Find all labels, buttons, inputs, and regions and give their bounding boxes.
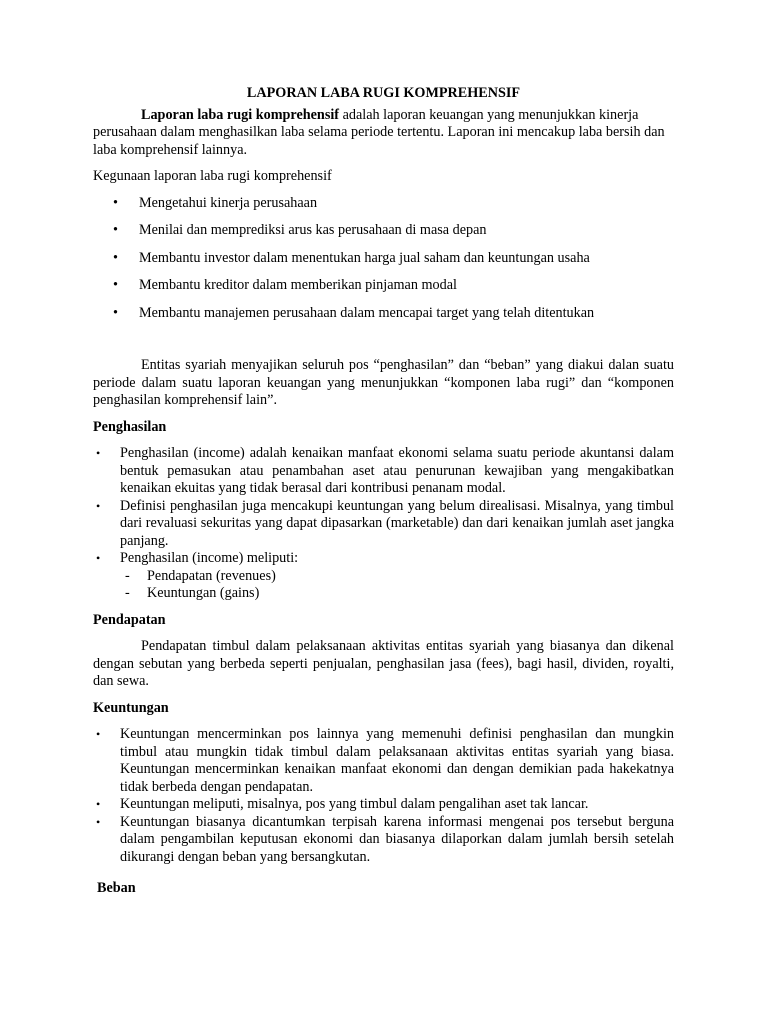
sublist-item — [120, 585, 674, 603]
penghasilan-list — [93, 445, 674, 603]
list-item-text: Keuntungan biasanya dicantumkan terpisah karena informasi mengenai pos tersebut berguna dalam pengambilan keputusan ekonomi dan biasanya dilaporkan dalam jumlah bersih setelah dikurangi dengan beban yang bersangkutan. — [120, 813, 674, 865]
list-item-text: Keuntungan mencerminkan pos lainnya yang memenuhi definisi penghasilan dan mungkin timbul atau mungkin tidak timbul dalam pelaksanaan aktivitas entitas syariah yang biasa. Keuntungan mencerminkan kenaikan manfaat ekonomi dan dengan demikian pada hakekatnya tidak berbeda dengan pendapatan. — [120, 726, 674, 795]
list-item — [93, 814, 674, 867]
list-item-text: Mengetahui kinerja perusahaan — [139, 194, 318, 211]
beban-heading: Beban — [97, 880, 136, 896]
pendapatan-heading: Pendapatan — [93, 611, 166, 628]
list-item-text: Keuntungan meliputi, misalnya, pos yang timbul dalam pengalihan aset tak lancar. — [120, 796, 589, 812]
list-item-text: Penghasilan (income) adalah kenaikan manfaat ekonomi selama suatu periode akuntansi dalam bentuk pemasukan atau penambahan aset atau penurunan kewajiban yang mengakibatkan kenaikan ekuitas yang tidak berasal dari kontribusi penanam modal. — [120, 445, 674, 496]
intro-paragraph — [93, 107, 674, 160]
entitas-paragraph: Entitas syariah menyajikan seluruh pos “penghasilan” dan “beban” yang diakui dalan suatu periode dalam suatu laporan keuangan yang menunjukkan “komponen laba rugi” dan “komponen penghasilan komprehensif lain”. — [93, 357, 674, 408]
list-item-text: Membantu kreditor dalam memberikan pinjaman modal — [139, 277, 457, 293]
document-content — [93, 85, 674, 898]
bullet-icon: • — [113, 304, 118, 321]
bullet-icon: • — [96, 814, 101, 829]
list-item — [93, 726, 674, 796]
bullet-icon: • — [113, 249, 118, 266]
keuntungan-list — [93, 726, 674, 866]
dash-icon: - — [125, 567, 130, 584]
pendapatan-paragraph: Pendapatan timbul dalam pelaksanaan aktivitas entitas syariah yang biasanya dan dikenal dengan sebutan yang berbeda seperti penjualan, penghasilan jasa (fees), bagi hasil, dividen, royalti, dan sewa. — [93, 638, 674, 689]
list-item — [93, 498, 674, 551]
bullet-icon: • — [96, 797, 101, 811]
bullet-icon: • — [113, 194, 118, 211]
sublist-item-text: Pendapatan (revenues) — [147, 567, 276, 584]
list-item — [93, 277, 674, 295]
bullet-icon: • — [96, 446, 101, 460]
keuntungan-heading: Keuntungan — [93, 699, 169, 716]
sublist-item — [120, 568, 674, 586]
kegunaan-list — [93, 195, 674, 323]
sublist-item-text: Keuntungan (gains) — [147, 585, 260, 601]
dash-icon: - — [125, 585, 130, 601]
bullet-icon: • — [113, 222, 118, 238]
kegunaan-heading: Kegunaan laporan laba rugi komprehensif — [93, 168, 332, 184]
intro-text: adalah laporan keuangan yang menunjukkan kinerja perusahaan dalam menghasilkan laba selama periode tertentu. Laporan ini mencakup laba bersih dan laba komprehensif lainnya. — [93, 106, 665, 158]
list-item-text: Membantu investor dalam menentukan harga jual saham dan keuntungan usaha — [139, 249, 590, 266]
list-item — [93, 305, 674, 323]
bullet-icon: • — [113, 277, 118, 293]
list-item — [93, 550, 674, 603]
list-item-text: Penghasilan (income) meliputi: — [120, 550, 299, 566]
list-item-text: Menilai dan memprediksi arus kas perusahaan di masa depan — [139, 222, 487, 238]
list-item-text: Definisi penghasilan juga mencakupi keuntungan yang belum direalisasi. Misalnya, yang timbul dari revaluasi sekuritas yang dapat dipasarkan (marketable) dan dari kenaikan jumlah aset jangka panjang. — [120, 497, 674, 549]
bullet-icon: • — [96, 551, 101, 565]
bullet-icon: • — [96, 498, 101, 513]
list-item — [93, 445, 674, 498]
list-item-text: Membantu manajemen perusahaan dalam mencapai target yang telah ditentukan — [139, 304, 595, 321]
list-item — [93, 250, 674, 268]
list-item — [93, 222, 674, 240]
list-item — [93, 195, 674, 213]
penghasilan-sublist — [120, 568, 674, 603]
intro-bold-term: Laporan laba rugi komprehensif — [141, 106, 340, 123]
penghasilan-heading: Penghasilan — [93, 418, 167, 435]
bullet-icon: • — [96, 727, 101, 741]
list-item — [93, 796, 674, 814]
document-title: LAPORAN LABA RUGI KOMPREHENSIF — [246, 85, 521, 101]
